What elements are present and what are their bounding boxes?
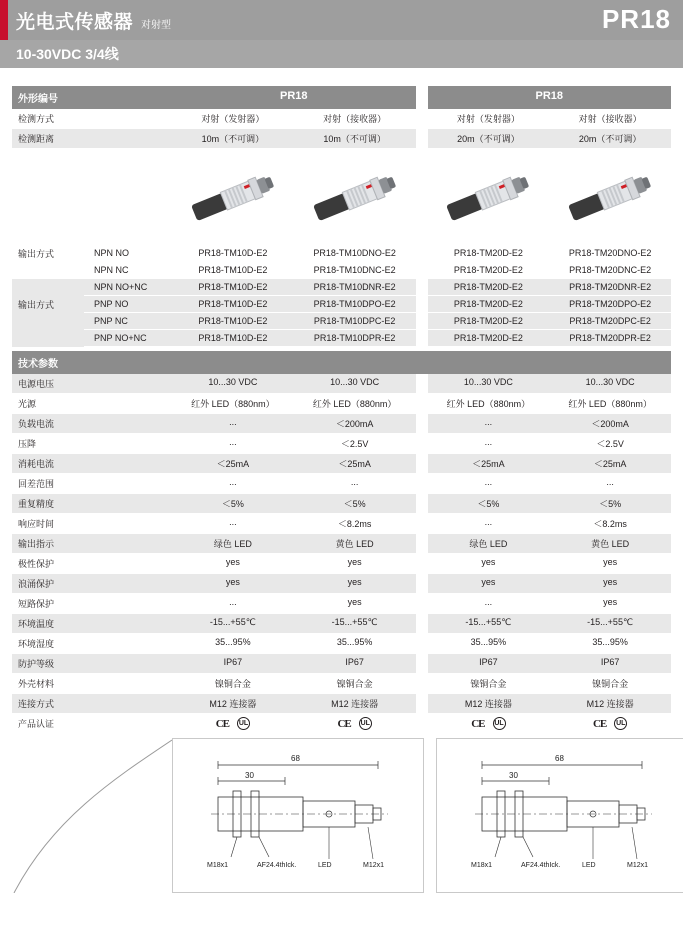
tech-row-label: 环境湿度 [12,634,172,654]
tech-row-value: yes [549,594,671,614]
tech-row [12,534,671,554]
tech-row-value: 镍铜合金 [428,674,550,694]
tech-row-label: 极性保护 [12,554,172,574]
detect-distance-c2: 10m（不可调） [294,129,416,149]
output-mode-spacer-1 [12,262,84,279]
tech-row-value: ＜200mA [294,414,416,434]
column-spacer-2 [416,109,428,129]
tech-row-value: 35...95% [549,634,671,654]
svg-text:LED: LED [582,862,596,869]
tech-row-label: 输出指示 [12,534,172,554]
column-spacer [416,714,428,734]
column-spacer [416,614,428,634]
drawings-row [12,738,671,893]
tech-row-value: ＜25mA [428,454,550,474]
page-title: 光电式传感器 [16,11,134,33]
npn-sublabel-2: NPN NC [84,262,172,279]
tech-row [12,514,671,534]
npn-row-3 [12,279,671,296]
tech-row-label: 响应时间 [12,514,172,534]
pnp-2-c2: PR18-TM10DPC-E2 [294,313,416,330]
tech-row [12,654,671,674]
pnp-1-c2: PR18-TM10DPO-E2 [294,296,416,313]
npn-2-c1: PR18-TM10D-E2 [172,262,294,279]
tech-row [12,414,671,434]
detect-type-c3: 对射（发射器） [428,109,550,129]
tech-row-value: 黄色 LED [549,534,671,554]
tech-row-value: -15...+55℃ [294,614,416,634]
ul-mark-icon: UL [493,717,506,730]
column-spacer-8 [416,296,428,313]
tech-row-value: 镍铜合金 [549,674,671,694]
tech-row-value: 黄色 LED [294,534,416,554]
pnp-1-c3: PR18-TM20D-E2 [428,296,550,313]
tech-row-value: yes [549,574,671,594]
column-spacer [416,494,428,514]
tech-row-label: 短路保护 [12,594,172,614]
tech-row-value: yes [294,554,416,574]
npn-row-1 [12,245,671,262]
page-header [0,0,683,40]
tech-row-value: ＜25mA [172,454,294,474]
product-image-row [12,149,671,245]
tech-row [12,614,671,634]
decorative-curve [12,738,172,893]
tech-row-value: yes [428,554,550,574]
sensor-image-1 [172,149,294,245]
ul-mark-icon: UL [359,717,372,730]
tech-row-value: 绿色 LED [172,534,294,554]
tech-row-value [428,714,550,734]
content-area [0,86,683,893]
column-spacer-9 [416,313,428,330]
svg-text:LED: LED [318,862,332,869]
npn-2-c4: PR18-TM20DNC-E2 [549,262,671,279]
tech-row [12,374,671,394]
tech-row-value: ＜25mA [294,454,416,474]
tech-row-value: ＜5% [428,494,550,514]
tech-row-value: yes [428,574,550,594]
voltage-label: 10-30VDC 3/4线 [16,46,119,62]
output-mode-spacer-2 [12,279,84,296]
row-label-detect-type: 检测方式 [12,109,172,129]
tech-row-value: 10...30 VDC [172,374,294,394]
tech-row-value: ... [428,514,550,534]
tech-row-value: -15...+55℃ [549,614,671,634]
detect-distance-row [12,129,671,149]
dimension-drawing-left [172,738,424,893]
sensor-image-4 [549,149,671,245]
model-header-grid [12,86,671,109]
column-spacer-4 [416,149,428,245]
tech-row-value: ... [428,434,550,454]
tech-row-value: IP67 [172,654,294,674]
section-outline-no: 外形编号 [12,86,172,109]
tech-row-value [549,714,671,734]
svg-text:M12x1: M12x1 [363,862,385,869]
tech-row-value: 10...30 VDC [428,374,550,394]
tech-row-value: 镍铜合金 [294,674,416,694]
row-label-detect-distance: 检测距离 [12,129,172,149]
sensor-image-2 [294,149,416,245]
column-spacer [416,554,428,574]
tech-row-value: 35...95% [172,634,294,654]
npn-sublabel-3: NPN NO+NC [84,279,172,296]
pnp-row-2 [12,313,671,330]
tech-row-value: -15...+55℃ [428,614,550,634]
tech-row-value: ... [428,594,550,614]
tech-row-value: ... [172,514,294,534]
pnp-row-3 [12,330,671,347]
tech-row-value: 红外 LED（880nm） [172,394,294,414]
column-spacer [416,394,428,414]
npn-1-c4: PR18-TM20DNO-E2 [549,245,671,262]
pnp-row-1 [12,296,671,313]
tech-row-value: ＜2.5V [549,434,671,454]
tech-row-value: 红外 LED（880nm） [549,394,671,414]
svg-text:M12x1: M12x1 [627,862,649,869]
pnp-2-c4: PR18-TM20DPC-E2 [549,313,671,330]
voltage-band [0,40,683,68]
column-spacer [416,454,428,474]
output-mode-label-npn: 输出方式 [12,245,84,262]
column-spacer-3 [416,129,428,149]
tech-row-value: 10...30 VDC [549,374,671,394]
tech-row-value: ＜8.2ms [294,514,416,534]
tech-row-label: 产品认证 [12,714,172,734]
tech-row-value [294,714,416,734]
output-mode-spacer-3 [12,313,84,330]
column-spacer [416,694,428,714]
tech-row-value: ... [549,474,671,494]
output-mode-label-pnp: 输出方式 [12,296,84,313]
tech-row [12,634,671,654]
svg-text:30: 30 [509,771,518,780]
pnp-1-c1: PR18-TM10D-E2 [172,296,294,313]
tech-row-value: 红外 LED（880nm） [428,394,550,414]
tech-row-value: ＜200mA [549,414,671,434]
pnp-2-c1: PR18-TM10D-E2 [172,313,294,330]
tech-row [12,394,671,414]
column-spacer [416,374,428,394]
header-red-accent [0,0,8,40]
tech-row-value: 绿色 LED [428,534,550,554]
tech-row-value: ＜25mA [549,454,671,474]
column-spacer-1 [416,86,428,109]
detect-type-c1: 对射（发射器） [172,109,294,129]
ce-mark-icon: CE [215,717,230,730]
tech-row-label: 消耗电流 [12,454,172,474]
header-gap [0,68,683,86]
column-spacer-7 [416,279,428,296]
tech-row-value: ... [172,434,294,454]
column-spacer [416,634,428,654]
detect-distance-c3: 20m（不可调） [428,129,550,149]
tech-row-value: ＜5% [294,494,416,514]
ul-mark-icon: UL [237,717,250,730]
tech-row-value: M12 连接器 [294,694,416,714]
svg-text:M18x1: M18x1 [207,862,229,869]
tech-row-value: ... [294,474,416,494]
tech-row-value: ... [172,594,294,614]
npn-3-c2: PR18-TM10DNR-E2 [294,279,416,296]
tech-row-value: yes [549,554,671,574]
tech-row-value: M12 连接器 [428,694,550,714]
section-tech-params: 技术参数 [12,351,671,374]
tech-row-value: ... [172,414,294,434]
pnp-sublabel-1: PNP NO [84,296,172,313]
tech-row-value: IP67 [294,654,416,674]
column-spacer [416,514,428,534]
tech-row-label: 环境温度 [12,614,172,634]
npn-3-c4: PR18-TM20DNR-E2 [549,279,671,296]
tech-row-label: 浪涌保护 [12,574,172,594]
tech-row-value: ＜5% [549,494,671,514]
ul-mark-icon: UL [614,717,627,730]
tech-row [12,574,671,594]
tech-row-label: 电源电压 [12,374,172,394]
product-model: PR18 [601,4,671,34]
page-subtitle: 对射型 [141,20,172,31]
ce-mark-icon: CE [337,717,351,730]
ce-mark-icon: CE [471,717,485,730]
tech-row [12,474,671,494]
npn-1-c2: PR18-TM10DNO-E2 [294,245,416,262]
svg-text:M18x1: M18x1 [471,862,493,869]
model-header-right: PR18 [428,86,672,109]
detect-type-row [12,109,671,129]
pnp-sublabel-2: PNP NC [84,313,172,330]
tech-row-value: yes [294,594,416,614]
svg-text:68: 68 [291,754,300,763]
npn-1-c3: PR18-TM20D-E2 [428,245,550,262]
tech-row [12,694,671,714]
tech-row-value [172,714,294,734]
svg-text:AF24.4thIck.: AF24.4thIck. [521,862,561,869]
dimension-drawing-right [436,738,683,893]
pnp-sublabel-3: PNP NO+NC [84,330,172,347]
tech-rows-container [12,374,671,734]
tech-row-value: ＜5% [172,494,294,514]
column-spacer [416,654,428,674]
detect-distance-c1: 10m（不可调） [172,129,294,149]
npn-3-c3: PR18-TM20D-E2 [428,279,550,296]
pnp-3-c2: PR18-TM10DPR-E2 [294,330,416,347]
tech-row-value: 红外 LED（880nm） [294,394,416,414]
tech-row-label: 负载电流 [12,414,172,434]
tech-row-label: 压降 [12,434,172,454]
column-spacer [416,674,428,694]
npn-row-2 [12,262,671,279]
tech-row [12,554,671,574]
tech-row-label: 回差范围 [12,474,172,494]
detect-type-c2: 对射（接收器） [294,109,416,129]
column-spacer [416,594,428,614]
npn-2-c3: PR18-TM20D-E2 [428,262,550,279]
tech-row-label: 连接方式 [12,694,172,714]
tech-row-value: yes [294,574,416,594]
npn-sublabel-1: NPN NO [84,245,172,262]
npn-3-c1: PR18-TM10D-E2 [172,279,294,296]
column-spacer-10 [416,330,428,347]
tech-row [12,434,671,454]
tech-row [12,714,671,734]
pnp-2-c3: PR18-TM20D-E2 [428,313,550,330]
tech-row-value: 镍铜合金 [172,674,294,694]
ce-mark-icon: CE [592,717,607,730]
tech-row-value: yes [172,554,294,574]
drawing-spacer [424,738,436,893]
tech-row-value: yes [172,574,294,594]
npn-1-c1: PR18-TM10D-E2 [172,245,294,262]
tech-row-label: 防护等级 [12,654,172,674]
tech-row-value: ... [172,474,294,494]
tech-row [12,594,671,614]
column-spacer [416,414,428,434]
tech-row-value: ＜8.2ms [549,514,671,534]
svg-text:68: 68 [555,754,564,763]
npn-2-c2: PR18-TM10DNC-E2 [294,262,416,279]
tech-row-value: M12 连接器 [549,694,671,714]
pnp-3-c3: PR18-TM20D-E2 [428,330,550,347]
svg-text:30: 30 [245,771,254,780]
tech-row [12,454,671,474]
column-spacer [416,534,428,554]
model-header-left: PR18 [172,86,416,109]
tech-row-value: 10...30 VDC [294,374,416,394]
tech-row-value: ... [428,474,550,494]
tech-row [12,674,671,694]
tech-row [12,494,671,514]
tech-params-band [12,351,671,374]
pnp-3-c4: PR18-TM20DPR-E2 [549,330,671,347]
column-spacer [416,474,428,494]
tech-row-value: ＜2.5V [294,434,416,454]
sensor-image-3 [428,149,550,245]
tech-row-value: -15...+55℃ [172,614,294,634]
tech-row-label: 重复精度 [12,494,172,514]
column-spacer [416,434,428,454]
column-spacer-6 [416,262,428,279]
tech-row-value: M12 连接器 [172,694,294,714]
tech-row-value: 35...95% [428,634,550,654]
tech-row-value: 35...95% [294,634,416,654]
column-spacer-5 [416,245,428,262]
column-spacer [416,574,428,594]
tech-row-value: IP67 [428,654,550,674]
tech-row-value: IP67 [549,654,671,674]
pnp-3-c1: PR18-TM10D-E2 [172,330,294,347]
output-mode-spacer-4 [12,330,84,347]
image-label-blank [12,149,172,245]
tech-row-value: ... [428,414,550,434]
svg-text:AF24.4thIck.: AF24.4thIck. [257,862,297,869]
pnp-1-c4: PR18-TM20DPO-E2 [549,296,671,313]
detect-distance-c4: 20m（不可调） [549,129,671,149]
tech-row-label: 光源 [12,394,172,414]
tech-row-label: 外壳材料 [12,674,172,694]
detect-type-c4: 对射（接收器） [549,109,671,129]
